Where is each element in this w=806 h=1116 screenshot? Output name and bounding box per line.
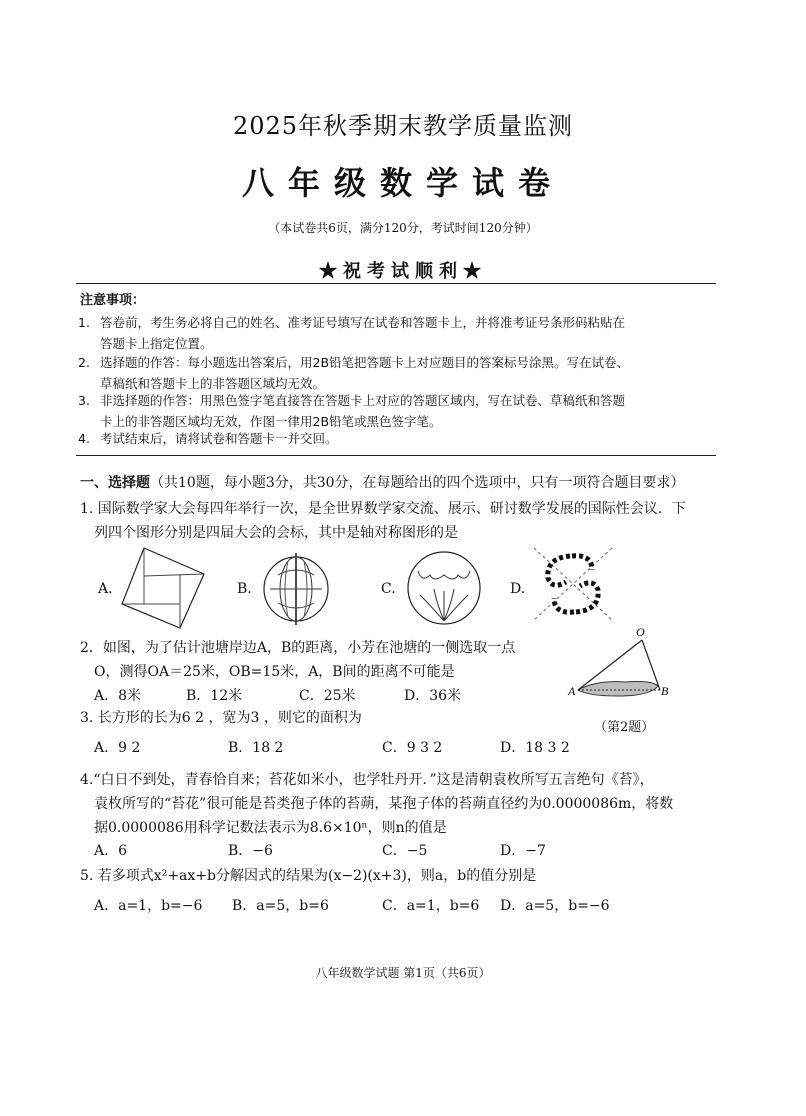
- q2-pond-figure: [566, 622, 676, 702]
- q5-option-d: D．a=5，b=−6: [500, 898, 610, 914]
- question-1-line1: 1. 国际数学家大会每四年举行一次，是全世界数学家交流、展示、研讨数学发展的国际性会议．下: [80, 501, 686, 517]
- notice-bottom-divider: [76, 455, 716, 456]
- question-3-line1: 3. 长方形的长为6 2 ，宽为3 ，则它的面积为: [80, 710, 362, 726]
- notice-item-text: 非选择题的作答：用黑色签字笔直接答在答题卡上对应的答题区域内，写在试卷、草稿纸和答题: [100, 393, 626, 408]
- section-heading: [80, 472, 685, 492]
- q1-option-b-label: B.: [237, 581, 252, 597]
- q5-option-a: A．a=1，b=−6: [94, 898, 203, 914]
- q5-option-c: C．a=1，b=6: [382, 898, 480, 914]
- q4-option-d: D．−7: [500, 843, 546, 859]
- q1-logo-a-figure: [120, 546, 206, 630]
- notice-item-text: 考试结束后，请将试卷和答题卡一并交回。: [100, 431, 338, 446]
- top-divider: [76, 283, 716, 284]
- q2-point-a-label: A: [568, 684, 576, 698]
- notice-item-text-cont: 卡上的非答题区域均无效，作图一律用2B铅笔或黑色签字笔。: [100, 414, 442, 429]
- question-4-line2: 袁枚所写的“苔花”很可能是苔类孢子体的苔蒴，某孢子体的苔蒴直径约为0.0000086m，将数: [94, 796, 674, 812]
- notice-item: [78, 312, 728, 354]
- q2-point-o-label: O: [636, 625, 645, 639]
- q1-option-a-label: A.: [98, 581, 113, 597]
- question-4-line1: 4.“白日不到处，青春恰自来；苔花如米小，也学牡丹开．”这是清朝袁枚所写五言绝句《苔》，: [80, 772, 654, 788]
- q2-option-b: B．12米: [186, 688, 243, 704]
- q5-option-b: B．a=5，b=6: [232, 898, 329, 914]
- exam-title-line2: 八年级数学试卷: [241, 164, 564, 202]
- question-1-line2: 列四个图形分别是四届大会的会标，其中是轴对称图形的是: [94, 525, 458, 541]
- notice-item-number: 2.: [78, 355, 90, 370]
- q4-option-a: A．6: [94, 843, 128, 859]
- notice-item-text: 答卷前，考生务必将自己的姓名、准考证号填写在试卷和答题卡上，并将准考证号条形码粘贴在: [100, 315, 626, 330]
- notice-item-text-cont: 答题卡上指定位置。: [100, 336, 213, 351]
- section-title: 一、选择题: [80, 475, 150, 491]
- q4-option-c: C．−5: [382, 843, 428, 859]
- question-4-line3: 据0.0000086用科学记数法表示为8.6×10ⁿ，则n的值是: [94, 820, 447, 836]
- q3-option-d: D．18 3 2: [500, 740, 570, 756]
- notice-item-text: 选择题的作答：每小题选出答案后，用2B铅笔把答题卡上对应题目的答案标号涂黑。写在试卷、: [100, 355, 630, 370]
- q1-logo-c-figure: [404, 549, 484, 627]
- question-5-line1: 5. 若多项式x²+ax+b分解因式的结果为(x−2)(x+3)，则a，b的值分别是: [80, 868, 537, 884]
- notice-item: [78, 428, 728, 449]
- q2-point-b-label: B: [661, 684, 669, 698]
- notice-item-number: 4.: [78, 431, 90, 446]
- notice-item: [78, 390, 728, 432]
- notice-item-number: 1.: [78, 315, 90, 330]
- q1-option-d-label: D.: [510, 581, 526, 597]
- exam-title-line1: 2025年秋季期末教学质量监测: [232, 112, 574, 140]
- q2-option-d: D．36米: [404, 688, 462, 704]
- q1-logo-d-figure: [530, 544, 616, 624]
- page-footer: 八年级数学试题 第1页（共6页）: [315, 966, 491, 980]
- exam-subtitle: （本试卷共6页，满分120分，考试时间120分钟）: [268, 221, 538, 235]
- notice-item-text-cont: 草稿纸和答题卡上的非答题区域均无效。: [100, 376, 326, 391]
- q3-option-a: A．9 2: [94, 740, 141, 756]
- blessing-banner: ★祝考试顺利★: [319, 261, 487, 282]
- notice-title: 注意事项：: [80, 293, 146, 308]
- question-2-line2: O，测得OA＝25米，OB=15米，A，B间的距离不可能是: [94, 664, 455, 680]
- q3-option-b: B．18 2: [228, 740, 284, 756]
- notice-item: [78, 352, 728, 394]
- q2-figure-caption: （第2题）: [594, 720, 655, 735]
- q4-option-b: B．−6: [228, 843, 273, 859]
- notice-item-number: 3.: [78, 393, 90, 408]
- q1-logo-b-figure: [258, 551, 334, 625]
- q2-option-a: A．8米: [94, 688, 142, 704]
- question-2-line1: 2．如图，为了估计池塘岸边A，B的距离，小芳在池塘的一侧选取一点: [80, 640, 516, 656]
- q2-option-c: C．25米: [299, 688, 356, 704]
- section-desc: （共10题，每小题3分，共30分，在每题给出的四个选项中，只有一项符合题目要求）: [150, 475, 685, 491]
- q1-option-c-label: C.: [381, 581, 396, 597]
- q3-option-c: C．9 3 2: [382, 740, 443, 756]
